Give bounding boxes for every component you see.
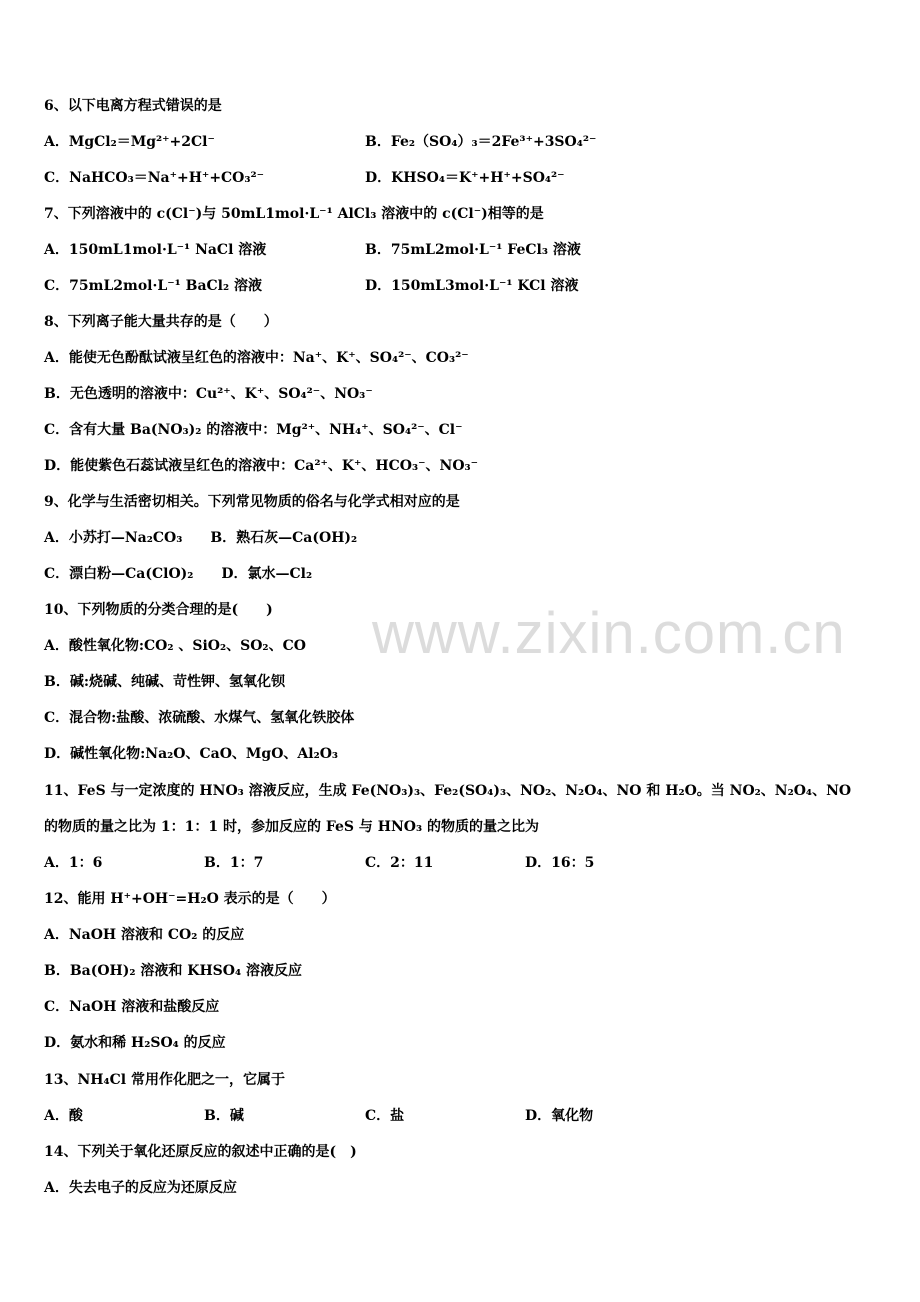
answer-option: B．Fe₂（SO₄）₃＝2Fe³⁺+3SO₄²⁻ [365, 134, 597, 150]
text-line: D．能使紫色石蕊试液呈红色的溶液中：Ca²⁺、K⁺、HCO₃⁻、NO₃⁻ [44, 458, 479, 474]
text-line: 6、以下电离方程式错误的是 [44, 98, 222, 114]
text-line: A．NaOH 溶液和 CO₂ 的反应 [44, 927, 245, 943]
text-line: 8、下列离子能大量共存的是（ ） [44, 314, 278, 330]
text-line: D．碱性氧化物:Na₂O、CaO、MgO、Al₂O₃ [44, 746, 339, 762]
text-line: C．混合物:盐酸、浓硫酸、水煤气、氢氧化铁胶体 [44, 710, 355, 726]
text-line: A．能使无色酚酞试液呈红色的溶液中：Na⁺、K⁺、SO₄²⁻、CO₃²⁻ [44, 350, 469, 366]
answer-option: C．盐 [365, 1108, 405, 1124]
answer-option: A．MgCl₂＝Mg²⁺+2Cl⁻ [44, 134, 215, 150]
text-line: 10、下列物质的分类合理的是( ) [44, 602, 273, 618]
text-line: C．含有大量 Ba(NO₃)₂ 的溶液中：Mg²⁺、NH₄⁺、SO₄²⁻、Cl⁻ [44, 422, 463, 438]
answer-option: D．16：5 [525, 855, 595, 871]
answer-option: C．75mL2mol·L⁻¹ BaCl₂ 溶液 [44, 278, 262, 294]
text-line: C．漂白粉—Ca(ClO)₂ D．氯水—Cl₂ [44, 566, 313, 582]
text-line: 11、FeS 与一定浓度的 HNO₃ 溶液反应，生成 Fe(NO₃)₃、Fe₂(SO₄)₃、NO₂、N₂O₄、NO 和 H₂O。当 NO₂、N₂O₄、NO [44, 783, 852, 799]
answer-option: B．碱 [204, 1108, 244, 1124]
text-line: 的物质的量之比为 1：1：1 时，参加反应的 FeS 与 HNO₃ 的物质的量之比为 [44, 819, 540, 835]
answer-option: B．75mL2mol·L⁻¹ FeCl₃ 溶液 [365, 242, 581, 258]
text-line: 13、NH₄Cl 常用作化肥之一，它属于 [44, 1072, 285, 1088]
answer-option: C．2：11 [365, 855, 434, 871]
text-line: 9、化学与生活密切相关。下列常见物质的俗名与化学式相对应的是 [44, 494, 460, 510]
answer-option: D．150mL3mol·L⁻¹ KCl 溶液 [365, 278, 579, 294]
text-line: 7、下列溶液中的 c(Cl⁻)与 50mL1mol·L⁻¹ AlCl₃ 溶液中的 c(Cl⁻)相等的是 [44, 206, 544, 222]
text-line: B．Ba(OH)₂ 溶液和 KHSO₄ 溶液反应 [44, 963, 302, 979]
answer-option: A．150mL1mol·L⁻¹ NaCl 溶液 [44, 242, 267, 258]
watermark: www.zixin.com.cn [372, 601, 846, 666]
answer-option: D．氧化物 [525, 1108, 594, 1124]
answer-option: C．NaHCO₃＝Na⁺+H⁺+CO₃²⁻ [44, 170, 265, 186]
answer-option: A．1：6 [44, 855, 103, 871]
text-line: D．氨水和稀 H₂SO₄ 的反应 [44, 1035, 226, 1051]
answer-option: D．KHSO₄＝K⁺+H⁺+SO₄²⁻ [365, 170, 565, 186]
text-line: B．碱:烧碱、纯碱、苛性钾、氢氧化钡 [44, 674, 285, 690]
text-line: 14、下列关于氧化还原反应的叙述中正确的是( ) [44, 1144, 357, 1160]
text-line: B．无色透明的溶液中：Cu²⁺、K⁺、SO₄²⁻、NO₃⁻ [44, 386, 373, 402]
text-line: A．酸性氧化物:CO₂ 、SiO₂、SO₂、CO [44, 638, 306, 654]
text-line: A．失去电子的反应为还原反应 [44, 1180, 237, 1196]
text-line: C．NaOH 溶液和盐酸反应 [44, 999, 220, 1015]
answer-option: B．1：7 [204, 855, 264, 871]
text-line: 12、能用 H⁺+OH⁻=H₂O 表示的是（ ） [44, 891, 336, 907]
answer-option: A．酸 [44, 1108, 83, 1124]
text-line: A．小苏打—Na₂CO₃ B．熟石灰—Ca(OH)₂ [44, 530, 358, 546]
